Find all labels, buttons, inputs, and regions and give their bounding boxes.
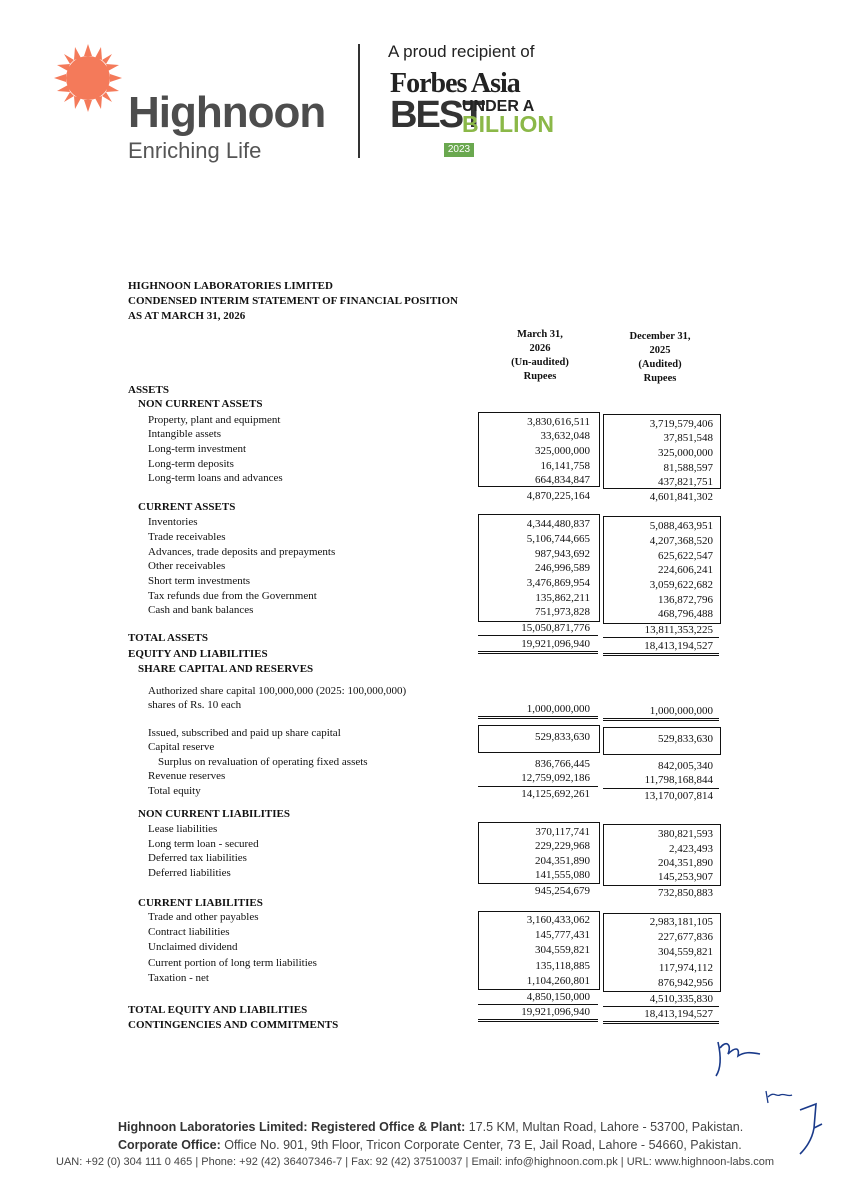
brand-tagline: Enriching Life: [128, 138, 262, 163]
footer-registered-office: [118, 1120, 743, 1134]
table-cell: 145,253,907: [658, 871, 713, 883]
column-header-prior: December 31, 2025 (Audited) Rupees: [629, 331, 691, 384]
ncl-total-prior: 732,850,883: [658, 887, 713, 899]
rule: [478, 653, 598, 654]
table-cell: 227,677,836: [658, 931, 713, 943]
issued-prior: 529,833,630: [658, 733, 713, 745]
total-equity-liabilities-current: 19,921,096,940: [521, 1006, 590, 1018]
table-cell: 876,942,956: [658, 977, 713, 989]
rule: [603, 655, 719, 656]
table-row-label: Long-term loans and advances: [148, 472, 283, 484]
table-cell: 304,559,821: [658, 946, 713, 958]
ca-total-current: 15,050,871,776: [521, 622, 590, 634]
signature-initials: [710, 1030, 770, 1080]
award-intro: A proud recipient of: [388, 42, 535, 61]
footer-corporate-label: Corporate Office:: [118, 1138, 221, 1152]
statement-date: AS AT MARCH 31, 2026: [128, 310, 246, 322]
table-cell: 33,632,048: [540, 430, 590, 442]
award-under: UNDER A: [462, 98, 535, 115]
footer-registered-address: 17.5 KM, Multan Road, Lahore - 53700, Pakistan.: [465, 1120, 744, 1134]
table-cell: 2,423,493: [669, 843, 713, 855]
surplus-label: Surplus on revaluation of operating fixed assets: [158, 756, 368, 768]
table-cell: 751,973,828: [535, 606, 590, 618]
section-share-capital: SHARE CAPITAL AND RESERVES: [138, 663, 314, 675]
rule: [478, 651, 598, 652]
table-row-label: Intangible assets: [148, 428, 222, 440]
table-row-label: Trade receivables: [148, 531, 226, 543]
table-cell: 145,777,431: [535, 929, 590, 941]
table-cell: 81,588,597: [663, 462, 713, 474]
table-row-label: Cash and bank balances: [148, 604, 254, 616]
table-cell: 136,872,796: [658, 594, 713, 606]
total-assets-label: TOTAL ASSETS: [128, 632, 209, 644]
rule: [603, 1006, 719, 1007]
footer-registered-label: Registered Office & Plant:: [307, 1120, 466, 1134]
table-cell: 468,796,488: [658, 608, 713, 620]
table-row-label: Inventories: [148, 516, 198, 528]
header-divider: [358, 44, 360, 158]
total-equity-label: Total equity: [148, 785, 201, 797]
table-cell: 37,851,548: [663, 432, 713, 444]
table-row-label: Deferred liabilities: [148, 867, 231, 879]
table-cell: 135,118,885: [535, 960, 590, 972]
total-equity-prior: 13,170,007,814: [644, 790, 713, 802]
footer-contacts: UAN: +92 (0) 304 111 0 465 | Phone: +92 (42) 36407346-7 | Fax: 92 (42) 37510037 | Email: info@highnoon.com.pk | URL: www.highnoon-labs.com: [56, 1156, 775, 1168]
rule: [603, 653, 719, 654]
table-row-label: Contract liabilities: [148, 926, 230, 938]
section-current-assets: CURRENT ASSETS: [138, 501, 236, 513]
rule: [603, 1023, 719, 1024]
brand-name: Highnoon: [128, 88, 326, 137]
contingencies-label: CONTINGENCIES AND COMMITMENTS: [128, 1019, 339, 1031]
table-cell: 987,943,692: [535, 548, 590, 560]
ncl-total-current: 945,254,679: [535, 885, 590, 897]
table-cell: 3,719,579,406: [649, 418, 713, 430]
table-cell: 246,996,589: [535, 562, 590, 574]
footer-company-name: Highnoon Laboratories Limited:: [118, 1120, 308, 1134]
issued-current: 529,833,630: [535, 731, 590, 743]
table-row-label: Tax refunds due from the Government: [148, 590, 317, 602]
table-cell: 4,344,480,837: [526, 518, 590, 530]
footer-corporate-office: [118, 1138, 742, 1152]
rule: [478, 718, 598, 719]
rule: [603, 1021, 719, 1022]
table-row-label: Short term investments: [148, 575, 251, 587]
table-cell: 325,000,000: [658, 447, 713, 459]
total-equity-liabilities-label: TOTAL EQUITY AND LIABILITIES: [128, 1004, 308, 1016]
rule: [478, 1021, 598, 1022]
revenue-reserves-label: Revenue reserves: [148, 770, 226, 782]
company-name: HIGHNOON LABORATORIES LIMITED: [128, 280, 333, 292]
total-equity-liabilities-prior: 18,413,194,527: [644, 1008, 713, 1020]
table-row-label: Unclaimed dividend: [148, 941, 238, 953]
nca-total-prior: 4,601,841,302: [649, 491, 713, 503]
table-cell: 16,141,758: [540, 460, 590, 472]
ca-total-prior: 13,811,353,225: [644, 624, 713, 636]
rule: [478, 786, 598, 787]
rule: [478, 635, 598, 636]
table-cell: 204,351,890: [658, 857, 713, 869]
total-assets-prior: 18,413,194,527: [644, 640, 713, 652]
revenue-reserves-prior: 11,798,168,844: [644, 774, 713, 786]
table-cell: 325,000,000: [535, 445, 590, 457]
award-billion: BILLION: [462, 111, 554, 137]
table-row-label: Property, plant and equipment: [148, 414, 281, 426]
section-equity-liabilities: EQUITY AND LIABILITIES: [128, 648, 268, 660]
table-cell: 370,117,741: [535, 826, 590, 838]
table-row-label: Trade and other payables: [148, 911, 259, 923]
revenue-reserves-current: 12,759,092,186: [521, 772, 590, 784]
table-cell: 1,104,260,801: [526, 975, 590, 987]
table-row-label: Deferred tax liabilities: [148, 852, 247, 864]
table-cell: 3,830,616,511: [527, 416, 590, 428]
cl-total-prior: 4,510,335,830: [649, 993, 713, 1005]
table-cell: 3,059,622,682: [649, 579, 713, 591]
award-best: BEST: [390, 94, 484, 136]
issued-label: Issued, subscribed and paid up share capital: [148, 727, 341, 739]
table-row-label: Lease liabilities: [148, 823, 218, 835]
rule: [478, 1004, 598, 1005]
total-equity-current: 14,125,692,261: [521, 788, 590, 800]
award-year-badge: 2023: [444, 143, 474, 157]
table-cell: 5,088,463,951: [649, 520, 713, 532]
table-cell: 437,821,751: [658, 476, 713, 488]
authorized-line1: Authorized share capital 100,000,000 (2025: 100,000,000): [148, 685, 407, 697]
table-row-label: Current portion of long term liabilities: [148, 957, 317, 969]
table-cell: 304,559,821: [535, 944, 590, 956]
rule: [603, 788, 719, 789]
total-assets-current: 19,921,096,940: [521, 638, 590, 650]
rule: [603, 720, 719, 721]
section-non-current-assets: NON CURRENT ASSETS: [138, 398, 263, 410]
footer-corporate-address: Office No. 901, 9th Floor, Tricon Corporate Center, 73 E, Jail Road, Lahore - 54660, Pakistan.: [220, 1138, 742, 1152]
sun-logo-icon: [52, 42, 124, 114]
table-cell: 2,983,181,105: [649, 916, 713, 928]
rule: [478, 1019, 598, 1020]
authorized-line2: shares of Rs. 10 each: [148, 699, 242, 711]
table-row-label: Long term loan - secured: [148, 838, 259, 850]
statement-title: CONDENSED INTERIM STATEMENT OF FINANCIAL POSITION: [128, 295, 458, 307]
table-cell: 625,622,547: [658, 550, 713, 562]
nca-total-current: 4,870,225,164: [526, 490, 590, 502]
table-cell: 3,476,869,954: [526, 577, 590, 589]
table-row-label: Other receivables: [148, 560, 226, 572]
column-header-current: March 31, 2026 (Un-audited) Rupees: [511, 329, 569, 382]
rule: [478, 716, 598, 717]
surplus-current: 836,766,445: [535, 758, 590, 770]
table-cell: 380,821,593: [658, 828, 713, 840]
section-assets: ASSETS: [128, 384, 169, 396]
rule: [603, 637, 719, 638]
table-row-label: Taxation - net: [148, 972, 209, 984]
table-cell: 3,160,433,062: [526, 914, 590, 926]
table-cell: 5,106,744,665: [526, 533, 590, 545]
rule: [603, 718, 719, 719]
table-cell: 204,351,890: [535, 855, 590, 867]
authorized-prior: 1,000,000,000: [649, 705, 713, 717]
table-row-label: Advances, trade deposits and prepayments: [148, 546, 336, 558]
section-current-liabilities: CURRENT LIABILITIES: [138, 897, 263, 909]
cl-total-current: 4,850,150,000: [526, 991, 590, 1003]
table-cell: 135,862,211: [535, 592, 590, 604]
section-non-current-liabilities: NON CURRENT LIABILITIES: [138, 808, 291, 820]
table-cell: 4,207,368,520: [649, 535, 713, 547]
table-row-label: Long-term deposits: [148, 458, 234, 470]
table-cell: 117,974,112: [658, 962, 713, 974]
table-cell: 664,834,847: [535, 474, 590, 486]
table-row-label: Long-term investment: [148, 443, 247, 455]
capital-reserve-label: Capital reserve: [148, 741, 215, 753]
table-cell: 141,555,080: [535, 869, 590, 881]
table-cell: 224,606,241: [658, 564, 713, 576]
award-forbes: Forbes Asia: [390, 68, 520, 99]
authorized-current: 1,000,000,000: [526, 703, 590, 715]
table-cell: 229,229,968: [535, 840, 590, 852]
signature-scribble: [792, 1098, 832, 1158]
surplus-prior: 842,005,340: [658, 760, 713, 772]
